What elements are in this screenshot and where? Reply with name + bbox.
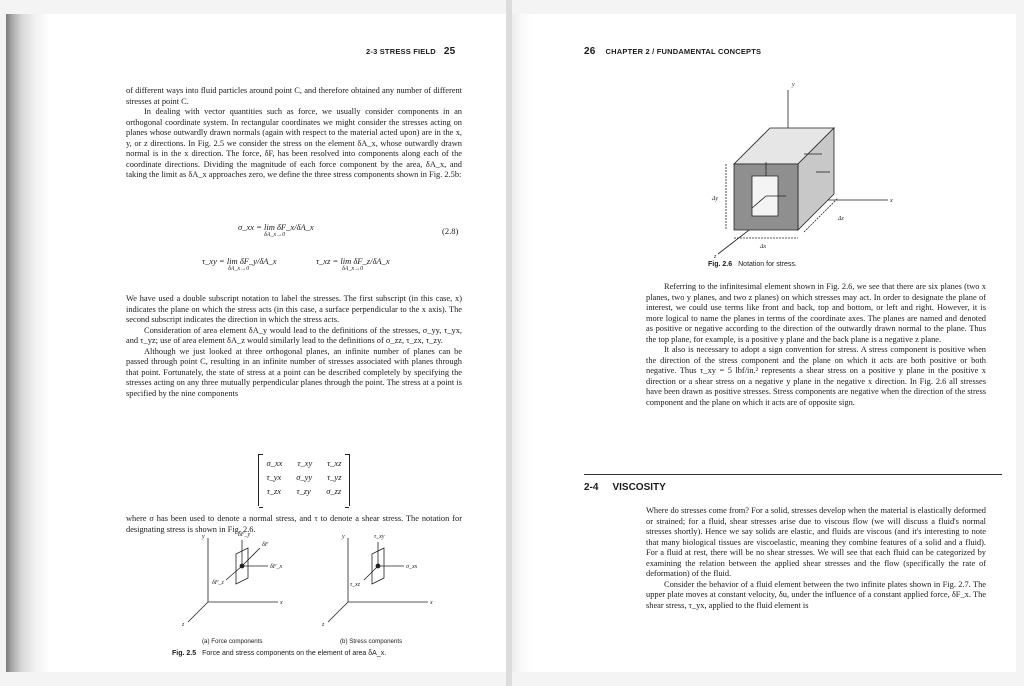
eq3-numerator: δF_z — [353, 256, 371, 266]
eq1-denominator: δA_x — [296, 222, 314, 232]
figure-2-5-caption — [172, 650, 386, 657]
figure-2-6-caption-text: Notation for stress. — [738, 261, 797, 268]
eq2-lhs: τ_xy = lim — [202, 256, 238, 266]
axis-z-label-b: z — [322, 622, 325, 628]
axis-x-label: x — [280, 600, 283, 606]
right-text-bottom — [646, 506, 986, 611]
section-heading — [584, 482, 680, 493]
figure-2-6-caption-label: Fig. 2.6 — [708, 261, 733, 268]
figure-2-5-caption-label: Fig. 2.5 — [172, 650, 197, 657]
matrix-cell: τ_xy — [297, 458, 313, 468]
left-para-6: where σ has been used to denote a normal stress, and τ to denote a shear stress. The notation for designating stress is shown in Fig. 2.6. — [126, 514, 462, 534]
matrix-cell: τ_yx — [266, 472, 282, 482]
stress-tau-xz-label: τ_xz — [350, 582, 361, 588]
figure-2-5a-label: (a) Force components — [202, 638, 263, 645]
force-delta-f-label: δF — [262, 542, 269, 548]
section-number: 2-4 — [584, 482, 599, 493]
axis-x-label-cube: x — [890, 198, 893, 204]
axis-x-label-b: x — [430, 600, 433, 606]
equation-tau-xz: τ_xz = lim δF_z/δA_x δA_x→0 — [316, 256, 390, 272]
left-text-middle — [126, 294, 462, 399]
left-para-4: Consideration of area element δA_y would lead to the definitions of the stresses, σ_yy, τ_yx, and τ_yz; use of area element δA_z would similarly lead to the definitions of σ_zz, τ_zx, τ_zy. — [126, 325, 462, 345]
right-para-1: Referring to the infinitesimal element shown in Fig. 2.6, we see that there are six planes (two x planes, two y planes, and two z planes) on which stresses may act. In order to designate the plane of interest, we could use terms like front and back, top and bottom, or left and right. However, it is more logical to name the planes in terms of the coordinate axes. The planes are named and denoted as positive or negative according to the direction of the outwardly drawn normal to the plane. Thus the top plane, for example, is a positive y plane and the back plane is a negative z plane. — [646, 282, 986, 344]
left-page-header — [366, 46, 455, 57]
axis-y-label: y — [202, 534, 205, 540]
left-para-5: Although we just looked at three orthogonal planes, an infinite number of planes can be passed through point C, resulting in an infinite number of stresses associated with planes through that point. Fortunately, the state of stress at a point can be described completely by specifying the stresses acting on any three mutually perpendicular planes through the point. The stress at a point is specified by the nine components — [126, 346, 462, 398]
right-page-number: 26 — [584, 46, 596, 57]
left-text-top — [126, 86, 462, 181]
left-para-3: We have used a double subscript notation to label the stresses. The first subscript (in this case, x) indicates the plane on which the stress acts (in this case, a surface perpendicular to the x axis). The second subscript indicates the direction in which the stress acts. — [126, 294, 462, 324]
right-para-4: Consider the behavior of a fluid element between the two infinite plates shown in Fig. 2.7. The upper plate moves at constant velocity, δu, under the influence of a constant applied force, δF_x. The shear stress, τ_yx, applied to the fluid element is — [646, 579, 986, 610]
delta-z-label: Δz — [838, 216, 844, 222]
eq2-limit: δA_x→0 — [228, 266, 250, 272]
right-para-3: Where do stresses come from? For a solid, stresses develop when the material is elastically deformed or strained; for a fluid, shear stresses arise due to viscous flow (we will discuss a fluid's normal stresses shortly). Hence we say solids are elastic, and fluids are viscous (and it's interesting to note that many biological tissues are viscoelastic, meaning they combine features of a solid and a fluid). For a fluid at rest, there will be no shear stresses. We will see that each fluid can be categorized by examining the relation between the applied shear stresses and the flow (specifically the rate of deformation) of the fluid. — [646, 506, 986, 578]
axis-y-label-b: y — [342, 534, 345, 540]
left-header-section: 2-3 STRESS FIELD — [366, 47, 436, 56]
right-page — [512, 14, 1016, 672]
equation-number: (2.8) — [442, 226, 459, 236]
matrix-row-3 — [259, 486, 349, 496]
figure-2-5-caption-text: Force and stress components on the element of area δA_x. — [202, 650, 387, 657]
right-para-2: It also is necessary to adopt a sign convention for stress. A stress component is positive when the direction of the stress component and the plane on which it acts are both positive or both negative. Thus τ_xy = 5 lbf/in.² represents a shear stress on a positive y plane in the positive x direction or a shear stress on a negative y plane in the negative x direction. In Fig. 2.6 all stresses have been drawn as positive stresses. Stress components are negative when the direction of the stress component and the plane on which it acts are of opposite sign. — [646, 345, 986, 407]
figure-2-5-labels — [182, 532, 433, 628]
force-z-label: δF_z — [212, 580, 224, 586]
eq3-denominator: δA_x — [372, 256, 390, 266]
force-y-label: δF_y — [238, 532, 251, 538]
axis-y-label-cube: y — [792, 82, 795, 88]
figure-2-6-stress-cube — [708, 72, 908, 262]
eq1-limit: δA_x→0 — [264, 232, 286, 238]
left-page-number: 25 — [443, 46, 456, 57]
right-text-top — [646, 282, 986, 408]
matrix-cell: τ_yz — [327, 472, 342, 482]
figure-2-5-diagrams — [182, 526, 472, 636]
matrix-cell: σ_xx — [266, 458, 283, 468]
matrix-row-1 — [259, 458, 349, 468]
matrix-cell: τ_xz — [327, 458, 342, 468]
stress-components-diagram — [328, 538, 428, 622]
matrix-row-2 — [259, 472, 349, 482]
left-para-1: of different ways into fluid particles around point C, and therefore obtained any number of different stresses at point C. — [126, 86, 462, 106]
figure-2-5b-label: (b) Stress components — [340, 638, 403, 645]
equation-tau-xy: τ_xy = lim δF_y/δA_x δA_x→0 — [202, 256, 277, 272]
section-title: VISCOSITY — [612, 482, 666, 493]
right-page-header — [584, 46, 761, 57]
stress-matrix — [258, 454, 350, 506]
matrix-cell: τ_zy — [296, 486, 311, 496]
stress-sigma-xx-label: σ_xx — [406, 564, 418, 570]
eq2-numerator: δF_y — [239, 256, 257, 266]
eq3-lhs: τ_xz = lim — [316, 256, 352, 266]
right-header-section: CHAPTER 2 / FUNDAMENTAL CONCEPTS — [605, 47, 762, 56]
eq1-numerator: δF_x — [276, 222, 295, 232]
force-components-diagram — [188, 538, 278, 622]
figure-2-6-caption — [708, 261, 797, 268]
matrix-cell: σ_zz — [326, 486, 342, 496]
eq3-limit: δA_x→0 — [342, 266, 364, 272]
section-divider — [584, 474, 1002, 475]
equation-sigma-xx: σ_xx = lim δF_x/δA_x δA_x→0 — [238, 222, 314, 238]
axis-z-label: z — [182, 622, 185, 628]
stress-tau-xy-label: τ_xy — [374, 534, 385, 540]
axis-z-label-cube: z — [714, 254, 717, 260]
eq2-denominator: δA_x — [259, 256, 277, 266]
eq1-lhs: σ_xx = lim — [238, 222, 275, 232]
delta-x-label: Δx — [760, 244, 767, 250]
delta-y-label: Δy — [712, 196, 719, 202]
left-para-2: In dealing with vector quantities such as force, we usually consider components in an orthogonal coordinate system. In rectangular coordinates we might consider the stresses acting on planes whose outwardly drawn normals (again with respect to the material acted upon) are in the x, y, or z directions. In Fig. 2.5 we consider the stress on the element δA_x, whose outwardly drawn normal is in the x direction. The force, δF, has been resolved into components along each of the coordinate directions. Dividing the magnitude of each force component by the area, δA_x, and taking the limit as δA_x approaches zero, we define the three stress components shown in Fig. 2.5b: — [126, 107, 462, 179]
left-page — [6, 14, 506, 672]
force-x-label: δF_x — [270, 564, 283, 570]
matrix-cell: σ_yy — [296, 472, 313, 482]
matrix-cell: τ_zx — [266, 486, 282, 496]
